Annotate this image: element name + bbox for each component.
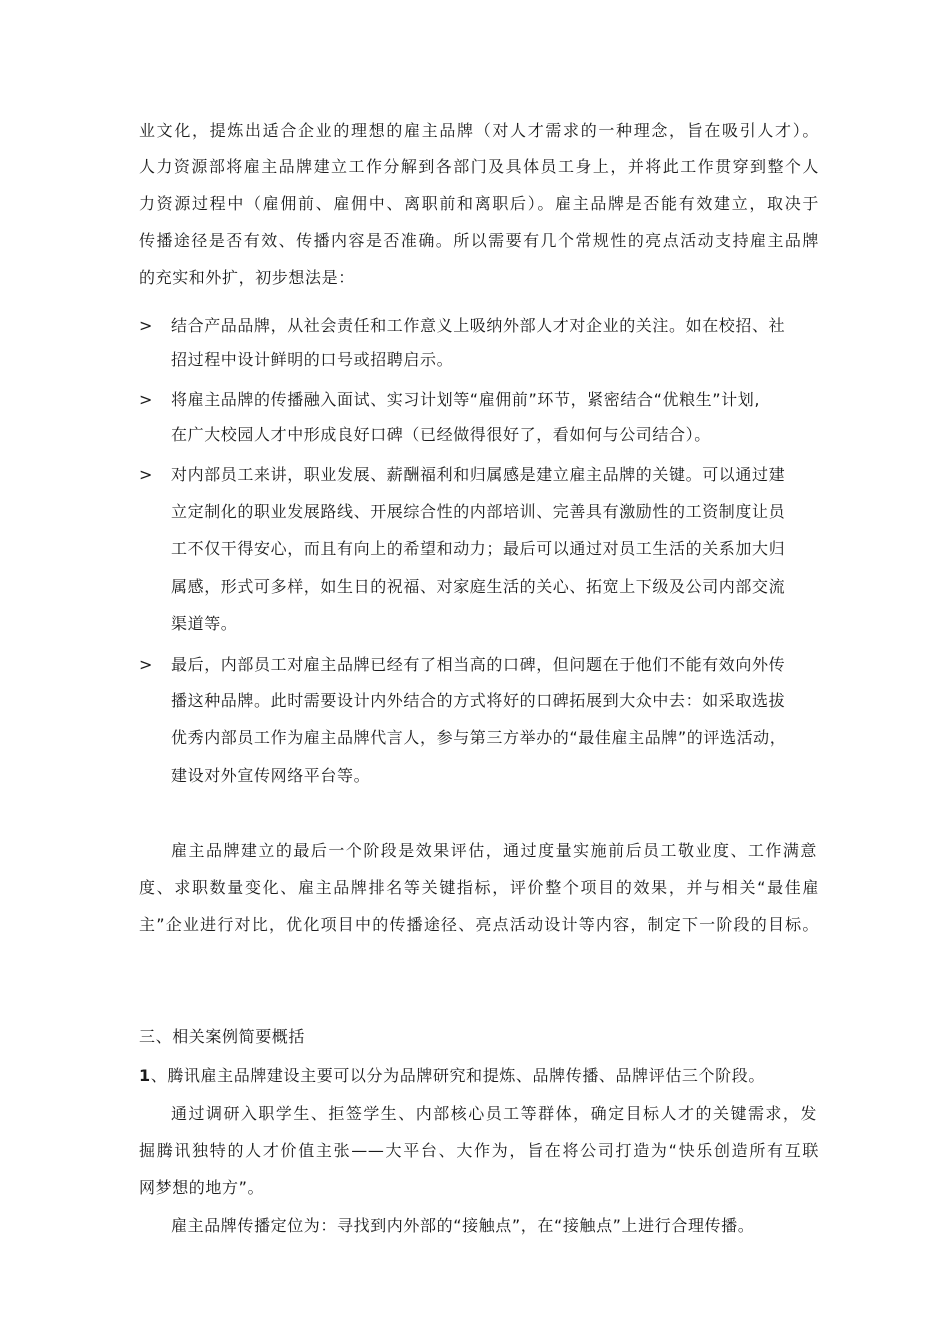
paragraph-line: 雇主品牌建立的最后一个阶段是效果评估，通过度量实施前后员工敬业度、工作满意 [171, 841, 817, 860]
bullet-line: 对内部员工来讲，职业发展、薪酬福利和归属感是建立雇主品牌的关键。可以通过建 [171, 465, 786, 484]
paragraph-line: 的充实和外扩，初步想法是： [139, 268, 355, 287]
paragraph-line: 掘腾讯独特的人才价值主张——大平台、大作为，旨在将公司打造为“快乐创造所有互联 [139, 1141, 819, 1160]
paragraph-line: 度、求职数量变化、雇主品牌排名等关键指标，评价整个项目的效果，并与相关“最佳雇 [139, 878, 819, 897]
bullet-line: 优秀内部员工作为雇主品牌代言人，参与第三方举办的“最佳雇主品牌”的评选活动， [171, 728, 787, 747]
bullet-marker: > [139, 655, 153, 674]
bullet-line: 工不仅干得安心，而且有向上的希望和动力；最后可以通过对员工生活的关系加大归 [171, 539, 786, 558]
paragraph-line: 通过调研入职学生、拒签学生、内部核心员工等群体，确定目标人才的关键需求，发 [171, 1104, 817, 1123]
bullet-line: 结合产品品牌，从社会责任和工作意义上吸纳外部人才对企业的关注。如在校招、社 [171, 316, 786, 335]
paragraph-line: 业文化，提炼出适合企业的理想的雇主品牌（对人才需求的一种理念，旨在吸引人才）。 [139, 121, 819, 140]
paragraph-line: 传播途径是否有效、传播内容是否准确。所以需要有几个常规性的亮点活动支持雇主品牌 [139, 231, 819, 250]
section-heading: 三、相关案例简要概括 [139, 1027, 306, 1046]
bullet-line: 播这种品牌。此时需要设计内外结合的方式将好的口碑拓展到大众中去：如采取选拔 [171, 691, 786, 710]
bullet-line: 属感，形式可多样，如生日的祝福、对家庭生活的关心、拓宽上下级及公司内部交流 [171, 577, 786, 596]
bullet-line: 招过程中设计鲜明的口号或招聘启示。 [171, 350, 454, 369]
paragraph-line: 主”企业进行对比，优化项目中的传播途径、亮点活动设计等内容，制定下一阶段的目标。 [139, 915, 819, 934]
bullet-marker: > [139, 316, 153, 335]
bullet-line: 建设对外宣传网络平台等。 [171, 766, 371, 785]
paragraph-line: 力资源过程中（雇佣前、雇佣中、离职前和离职后）。雇主品牌是否能有效建立，取决于 [139, 194, 819, 213]
paragraph-line: 网梦想的地方”。 [139, 1178, 265, 1197]
paragraph-line: 雇主品牌传播定位为：寻找到内外部的“接触点”，在“接触点”上进行合理传播。 [171, 1216, 755, 1235]
bullet-line: 立定制化的职业发展路线、开展综合性的内部培训、完善具有激励性的工资制度让员 [171, 502, 786, 521]
paragraph-line: 人力资源部将雇主品牌建立工作分解到各部门及具体员工身上，并将此工作贯穿到整个人 [139, 157, 819, 176]
case-number: 1 [139, 1066, 151, 1085]
bullet-line: 最后，内部员工对雇主品牌已经有了相当高的口碑，但问题在于他们不能有效向外传 [171, 655, 786, 674]
bullet-marker: > [139, 465, 153, 484]
case-title-text: 、腾讯雇主品牌建设主要可以分为品牌研究和提炼、品牌传播、品牌评估三个阶段。 [150, 1066, 765, 1085]
bullet-line: 在广大校园人才中形成良好口碑（已经做得很好了，看如何与公司结合）。 [171, 425, 711, 444]
case-title [139, 1066, 819, 1086]
bullet-line: 渠道等。 [171, 614, 238, 633]
bullet-marker: > [139, 390, 153, 409]
bullet-line: 将雇主品牌的传播融入面试、实习计划等“雇佣前”环节，紧密结合“优粮生”计划, [171, 390, 761, 409]
